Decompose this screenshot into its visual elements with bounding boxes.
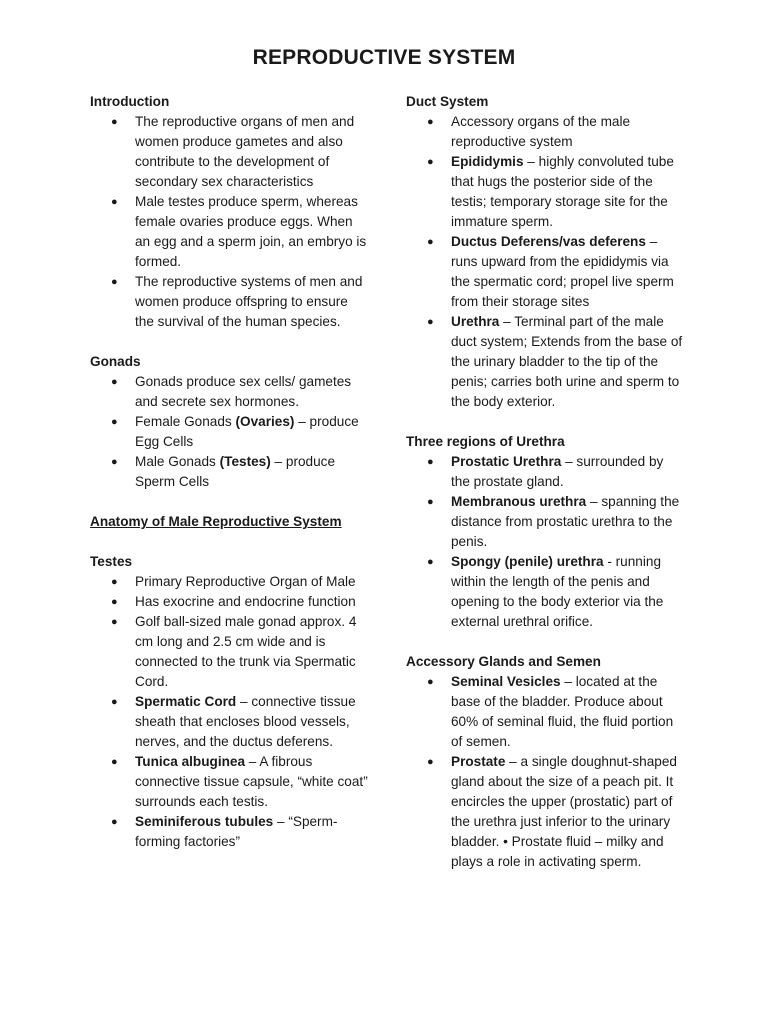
list-item: ● Seminal Vesicles – located at the base of the bladder. Produce about 60% of seminal fluid, the fluid portion of semen. <box>427 674 674 749</box>
section-heading-anatomy: Anatomy of Male Reproductive System <box>90 514 342 529</box>
bullet-icon: ● <box>111 416 118 428</box>
bullet-icon: ● <box>427 316 434 328</box>
left-column <box>90 92 368 852</box>
list-item: ● Spongy (penile) urethra - running within the length of the penis and opening to the body exterior via the external urethral orifice. <box>427 554 664 629</box>
bullet-icon: ● <box>111 116 118 128</box>
bullet-icon: ● <box>427 676 434 688</box>
bullet-icon: ● <box>427 456 434 468</box>
list-item: ● Epididymis – highly convoluted tube that hugs the posterior side of the testis; temporary storage site for the immature sperm. <box>427 154 674 229</box>
page-title: REPRODUCTIVE SYSTEM <box>252 46 516 69</box>
list-item: ● Prostatic Urethra – surrounded by the prostate gland. <box>427 454 664 489</box>
introduction-list <box>90 112 368 332</box>
bullet-icon: ● <box>427 236 434 248</box>
bullet-icon: ● <box>111 756 118 768</box>
list-item: ● Spermatic Cord – connective tissue sheath that encloses blood vessels, nerves, and the ductus deferens. <box>111 694 356 749</box>
section-heading-testes: Testes <box>90 554 133 569</box>
list-item: ● The reproductive systems of men and women produce offspring to ensure the survival of the human species. <box>111 274 363 329</box>
list-item: ● Primary Reproductive Organ of Male <box>90 572 368 592</box>
list-item: ● Tunica albuginea – A fibrous connective tissue capsule, “white coat” surrounds each testis. <box>111 754 368 809</box>
list-item: ● Seminiferous tubules – “Sperm-forming factories” <box>111 814 338 849</box>
section-heading-gonads: Gonads <box>90 354 141 369</box>
right-column <box>406 92 684 872</box>
list-item: ● Female Gonads (Ovaries) – produce Egg Cells <box>111 414 359 449</box>
list-item: ● Prostate – a single doughnut-shaped gland about the size of a peach pit. It encircles the upper (prostatic) part of the urethra just inferior to the urinary bladder. • Prostate fluid – milky and plays a role in activating sperm. <box>427 754 677 869</box>
bullet-icon: ● <box>111 596 118 608</box>
accessory-glands-list <box>406 672 684 872</box>
list-item: ● The reproductive organs of men and women produce gametes and also contribute to the development of secondary sex characteristics <box>111 114 355 189</box>
bullet-icon: ● <box>111 376 118 388</box>
gonads-list <box>90 372 368 492</box>
urethra-regions-list <box>406 452 684 632</box>
list-item: ● Golf ball-sized male gonad approx. 4 cm long and 2.5 cm wide and is connected to the trunk via Spermatic Cord. <box>111 614 357 689</box>
bullet-icon: ● <box>427 496 434 508</box>
testes-list <box>90 572 368 852</box>
bullet-icon: ● <box>111 456 118 468</box>
section-heading-introduction: Introduction <box>90 94 170 109</box>
bullet-icon: ● <box>111 816 118 828</box>
list-item: ● Accessory organs of the male reproductive system <box>427 114 631 149</box>
bullet-icon: ● <box>111 276 118 288</box>
list-item: ● Urethra – Terminal part of the male duct system; Extends from the base of the urinary bladder to the tip of the penis; carries both urine and sperm to the body exterior. <box>427 314 683 409</box>
bullet-icon: ● <box>427 756 434 768</box>
section-heading-accessory-glands: Accessory Glands and Semen <box>406 654 601 669</box>
list-item: ● Gonads produce sex cells/ gametes and secrete sex hormones. <box>111 374 352 409</box>
bullet-icon: ● <box>427 116 434 128</box>
bullet-icon: ● <box>111 616 118 628</box>
bullet-icon: ● <box>111 576 118 588</box>
list-item: ● Male Gonads (Testes) – produce Sperm Cells <box>111 454 336 489</box>
bullet-icon: ● <box>111 696 118 708</box>
list-item: ● Has exocrine and endocrine function <box>90 592 368 612</box>
section-heading-duct-system: Duct System <box>406 94 489 109</box>
duct-system-list <box>406 112 684 412</box>
list-item: ● Ductus Deferens/vas deferens – runs upward from the epididymis via the spermatic cord; propel live sperm from their storage sites <box>427 234 674 309</box>
section-heading-urethra-regions: Three regions of Urethra <box>406 434 565 449</box>
list-item: ● Male testes produce sperm, whereas female ovaries produce eggs. When an egg and a sperm join, an embryo is formed. <box>111 194 367 269</box>
bullet-icon: ● <box>111 196 118 208</box>
bullet-icon: ● <box>427 556 434 568</box>
bullet-icon: ● <box>427 156 434 168</box>
list-item: ● Membranous urethra – spanning the distance from prostatic urethra to the penis. <box>427 494 680 549</box>
